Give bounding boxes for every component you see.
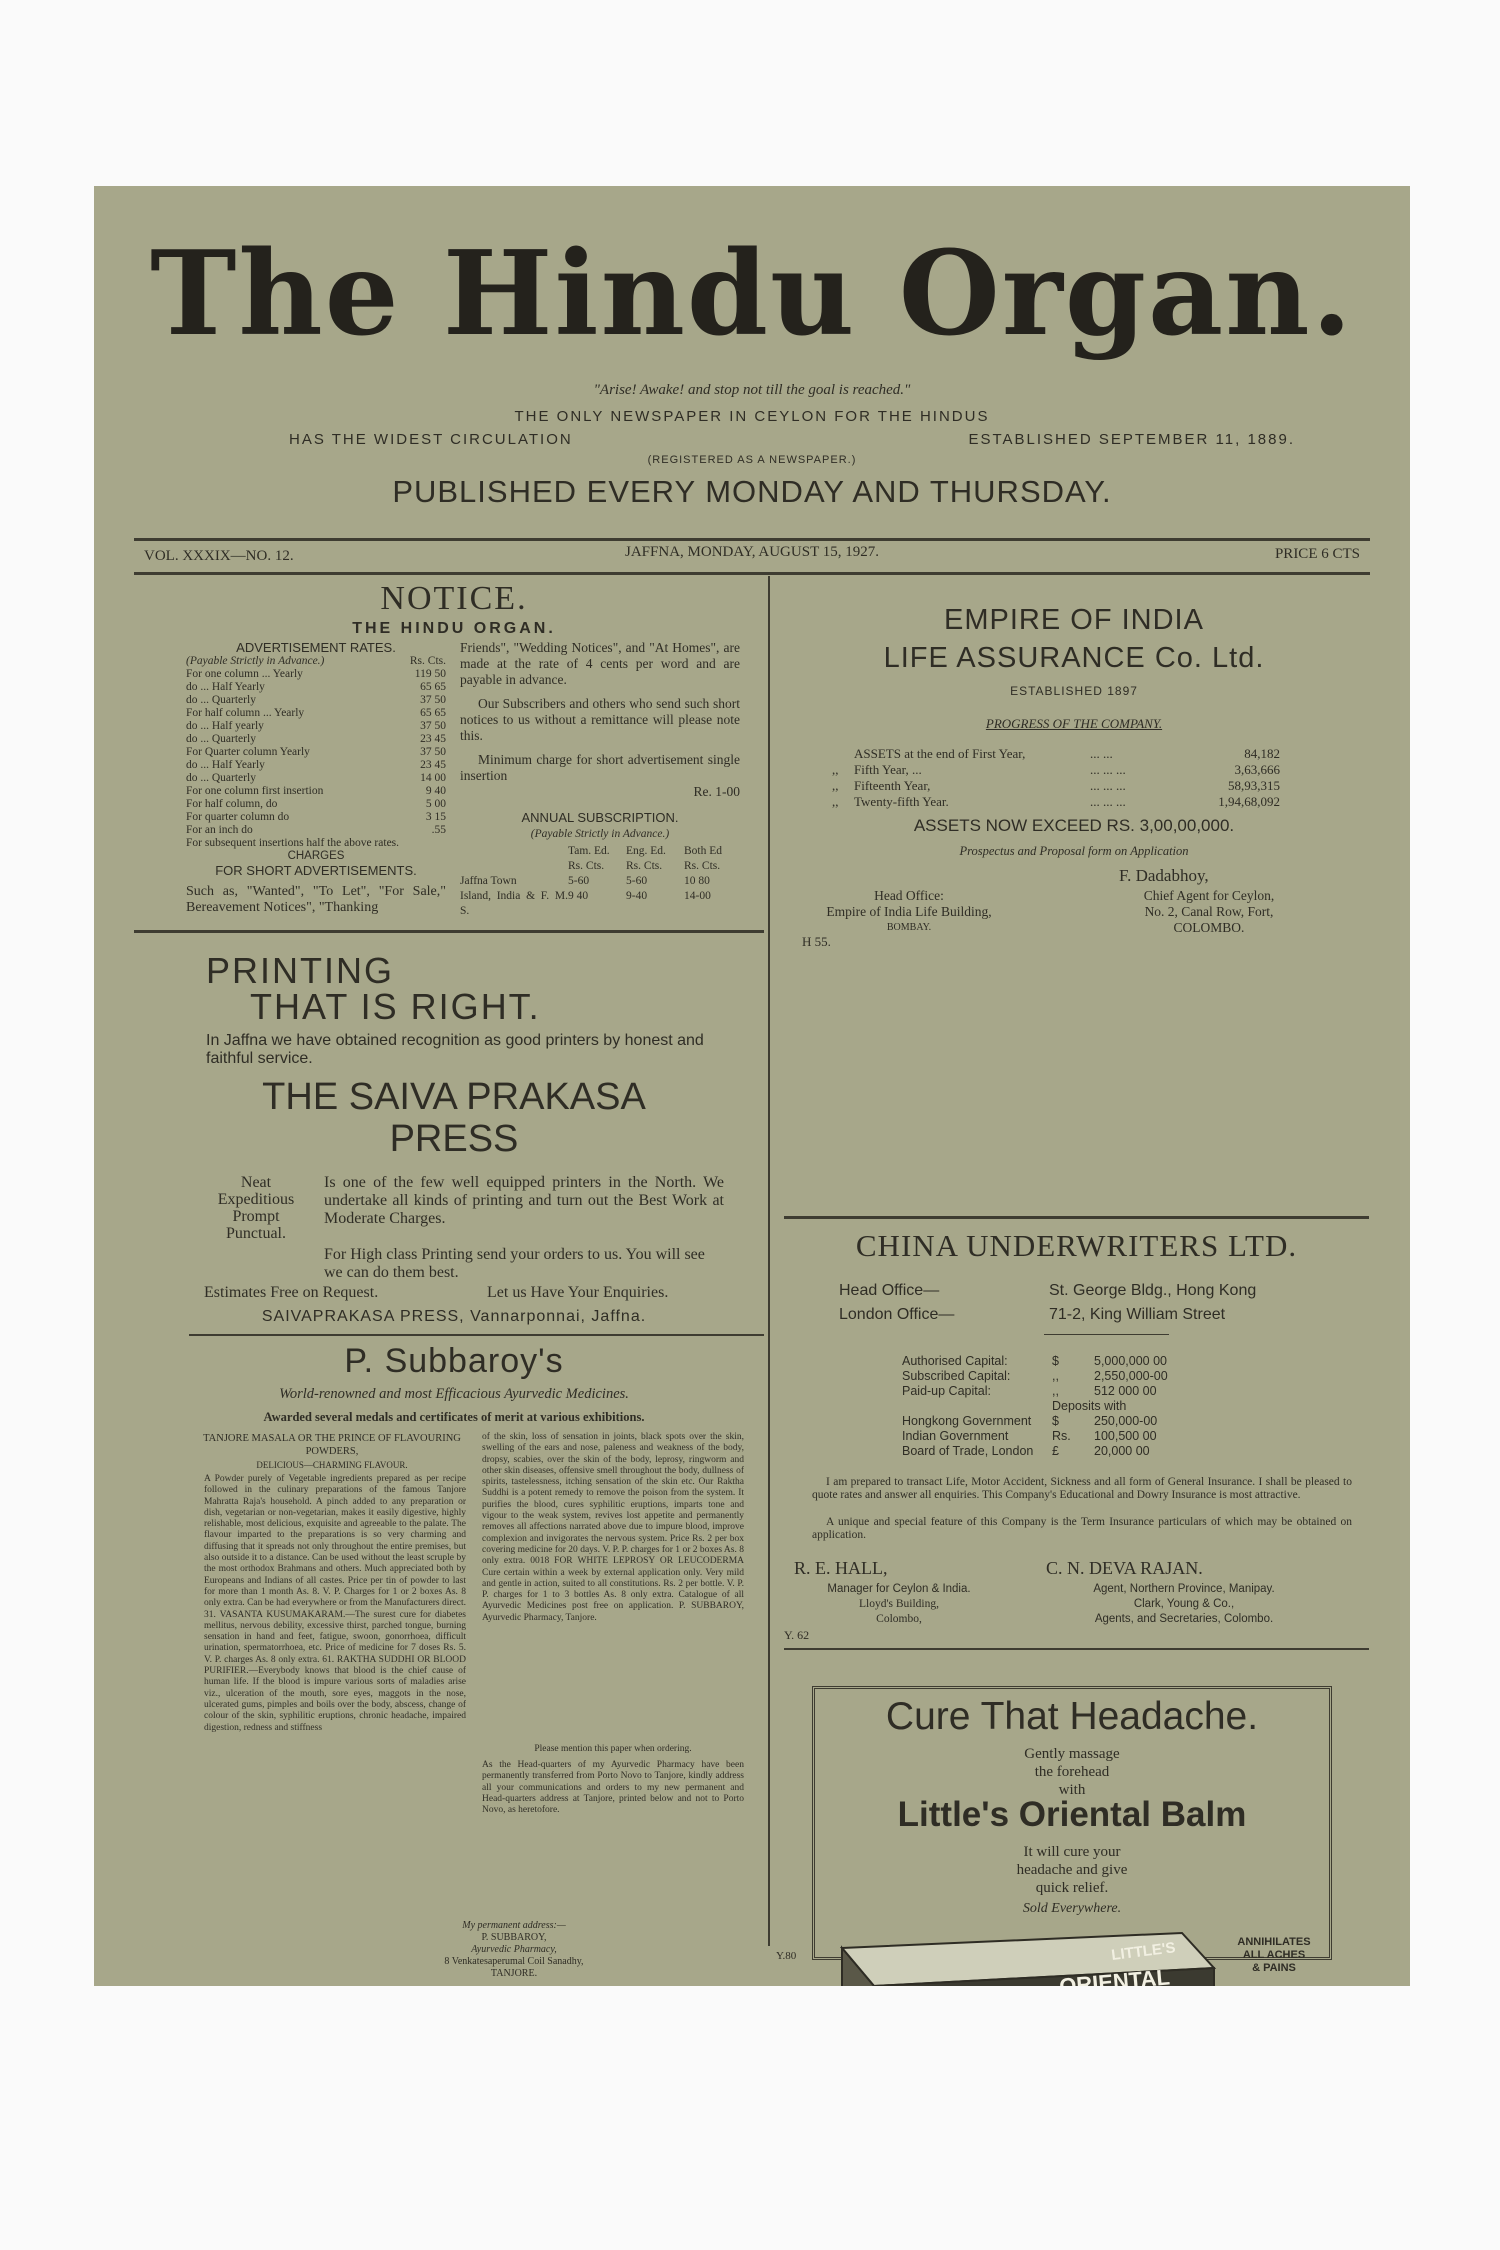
balm-line: It will cure your <box>1023 1844 1121 1860</box>
china-head-label: Head Office— <box>839 1282 940 1299</box>
rate-label: do ... Half Yearly <box>186 759 265 771</box>
china-rule-small <box>1044 1334 1169 1335</box>
newspaper-page <box>94 186 1410 2025</box>
manager-city: Colombo, <box>876 1613 922 1625</box>
rate-label: do ... Quarterly <box>186 694 256 706</box>
table-cell: 10 80 <box>684 875 710 887</box>
subbaroy-address <box>344 1920 684 1980</box>
rate-row <box>186 772 446 785</box>
capital-row <box>902 1354 1204 1369</box>
rates-title: ADVERTISEMENT RATES. <box>236 640 396 655</box>
address-name: P. SUBBAROY, <box>481 1932 547 1943</box>
rate-label: For half column ... Yearly <box>186 707 305 719</box>
column-divider <box>768 576 770 1946</box>
sub-header-cell: Rs. Cts. <box>626 860 663 872</box>
head-office-address: Empire of India Life Building, <box>826 904 992 919</box>
deposit-row <box>902 1429 1204 1444</box>
deposit-row <box>902 1444 1204 1459</box>
agent-title: Chief Agent for Ceylon, <box>1143 888 1275 903</box>
dateline-date: JAFFNA, MONDAY, AUGUST 15, 1927. <box>625 544 879 560</box>
agent-title: Agent, Northern Province, Manipay. <box>1093 1583 1275 1595</box>
ditto-mark: ,, <box>832 794 839 809</box>
asset-value: 58,93,315 <box>1228 778 1280 793</box>
ditto-mark: ,, <box>832 778 839 793</box>
capital-currency: ,, <box>1052 1384 1059 1398</box>
deposits-label: Deposits with <box>1052 1399 1127 1413</box>
table-cell: 5-60 <box>568 875 590 887</box>
rate-label: do ... Half yearly <box>186 720 264 732</box>
subbaroy-product-sub: DELICIOUS—CHARMING FLAVOUR. <box>256 1460 408 1470</box>
ditto-mark: ,, <box>832 762 839 777</box>
table-cell: Jaffna Town <box>460 875 517 887</box>
printing-qualities <box>196 1174 316 1242</box>
notice-right-column <box>460 640 740 919</box>
rate-value: 65 65 <box>420 681 446 693</box>
asset-label: Twenty-fifth Year. <box>854 794 949 809</box>
masthead-registered: (REGISTERED AS A NEWSPAPER.) <box>647 454 857 466</box>
empire-established: ESTABLISHED 1897 <box>1010 684 1138 698</box>
printing-address: SAIVAPRAKASA PRESS, Vannarponnai, Jaffna. <box>261 1308 647 1325</box>
rate-row <box>186 746 446 759</box>
notice-heading: NOTICE. <box>380 580 528 617</box>
table-cell: 9 40 <box>568 890 589 902</box>
rates-unit: Rs. Cts. <box>409 655 446 667</box>
china-capital <box>902 1354 1204 1459</box>
rate-label: do ... Half Yearly <box>186 681 265 693</box>
printing-rule <box>189 1334 764 1336</box>
minimum-charge-value: Re. 1-00 <box>693 784 740 799</box>
agent-city: COLOMBO. <box>1173 920 1245 935</box>
balm-ref: Y.80 <box>776 1950 797 1962</box>
masthead-tagline: THE ONLY NEWSPAPER IN CEYLON FOR THE HINDUS <box>514 408 990 425</box>
capital-label: Authorised Capital: <box>902 1354 1008 1368</box>
dateline-rule-top <box>134 538 1370 541</box>
rate-row <box>186 707 446 720</box>
rate-label: For half column, do <box>186 798 278 810</box>
balm-side-line: ALL ACHES <box>1242 1949 1306 1961</box>
balm-side-line: ANNIHILATES <box>1237 1936 1311 1948</box>
capital-label: Paid-up Capital: <box>902 1384 991 1398</box>
asset-leader: ... ... ... <box>1090 794 1126 809</box>
empire-agent <box>1084 888 1334 936</box>
rate-row <box>186 681 446 694</box>
head-office-label: Head Office: <box>874 888 944 903</box>
empire-agent-name: F. Dadabhoy, <box>1119 866 1209 885</box>
charges-title: CHARGES <box>287 850 345 862</box>
quality-item: Prompt <box>232 1208 280 1225</box>
china-london-label: London Office— <box>839 1306 955 1323</box>
sub-header-cell <box>460 859 568 874</box>
china-ref: Y. 62 <box>784 1628 810 1642</box>
china-manager <box>784 1582 1014 1627</box>
asset-leader: ... ... ... <box>1090 762 1126 777</box>
head-office-city: BOMBAY. <box>886 922 932 933</box>
rate-label: For quarter column do <box>186 811 290 823</box>
agent-firm-detail: Agents, and Secretaries, Colombo. <box>1094 1613 1274 1625</box>
rate-value: 23 45 <box>420 733 446 745</box>
dateline-rule-bottom <box>134 572 1370 575</box>
china-head-value: St. George Bldg., Hong Kong <box>1049 1282 1257 1299</box>
asset-value: 84,182 <box>1244 746 1280 761</box>
subscription-header <box>460 859 740 874</box>
subbaroy-awards: Awarded several medals and certificates of merit at various exhibitions. <box>263 1410 645 1424</box>
deposit-value: 100,500 00 <box>1094 1429 1157 1443</box>
rate-label: For Quarter column Yearly <box>186 746 310 758</box>
quality-item: Punctual. <box>226 1225 286 1242</box>
subbaroy-product: TANJORE MASALA OR THE PRINCE OF FLAVOURING POWDERS, <box>203 1433 461 1457</box>
table-cell: 5-60 <box>626 875 648 887</box>
china-title: CHINA UNDERWRITERS LTD. <box>855 1228 1298 1263</box>
ditto-mark <box>832 746 854 762</box>
china-rule-top <box>784 1216 1369 1219</box>
asset-leader: ... ... ... <box>1090 778 1126 793</box>
capital-label: Subscribed Capital: <box>902 1369 1011 1383</box>
rate-row <box>186 824 446 837</box>
rate-row <box>186 798 446 811</box>
china-manager-name: R. E. HALL, <box>794 1558 888 1578</box>
manager-building: Lloyd's Building, <box>858 1598 940 1610</box>
deposit-label: Board of Trade, London <box>902 1444 1034 1458</box>
asset-value: 3,63,666 <box>1234 762 1280 777</box>
balm-title: Cure That Headache. <box>885 1695 1259 1738</box>
printing-line2: THAT IS RIGHT. <box>250 986 541 1027</box>
sub-header-cell: Both Ed <box>684 845 723 857</box>
capital-value: 512 000 00 <box>1094 1384 1157 1398</box>
empire-subtitle: LIFE ASSURANCE Co. Ltd. <box>883 642 1265 674</box>
deposit-value: 250,000-00 <box>1094 1414 1158 1428</box>
table-cell: Island, India & F. M. S. <box>460 890 568 917</box>
capital-value: 2,550,000-00 <box>1094 1369 1168 1383</box>
balm-side-text <box>1224 1936 1324 1975</box>
balm-box-label2: ORIENTAL <box>1058 1964 1171 1999</box>
table-cell: 9-40 <box>626 890 648 902</box>
notice-right-text: Friends", "Wedding Notices", and "At Homes", are made at the rate of 4 cents per word and are payable in advance. <box>460 640 740 687</box>
balm-side-line: & PAINS <box>1252 1962 1296 1974</box>
asset-value: 1,94,68,092 <box>1218 794 1280 809</box>
sub-header-cell: Rs. Cts. <box>684 860 721 872</box>
rate-value: 119 50 <box>414 668 446 680</box>
masthead-motto: "Arise! Awake! and stop not till the goal is reached." <box>593 382 911 398</box>
annual-note: (Payable Strictly in Advance.) <box>530 828 670 840</box>
subscription-header <box>460 844 740 859</box>
rates-subsequent: For subsequent insertions half the above rates. <box>186 837 400 849</box>
china-rule-bottom <box>784 1648 1369 1650</box>
rate-value: 9 40 <box>425 785 446 797</box>
quality-item: Neat <box>240 1174 272 1191</box>
balm-benefit <box>815 1843 1329 1897</box>
printing-name2: PRESS <box>389 1118 519 1160</box>
rate-value: 14 00 <box>420 772 446 784</box>
rate-value: 37 50 <box>420 720 446 732</box>
rate-row <box>186 733 446 746</box>
balm-line: headache and give <box>1016 1862 1128 1878</box>
notice-rule <box>134 930 764 933</box>
table-row <box>460 874 740 889</box>
balm-line: Gently massage <box>1024 1746 1120 1762</box>
deposit-label: Indian Government <box>902 1429 1009 1443</box>
sub-header-cell <box>460 844 568 859</box>
short-ads-text: Such as, "Wanted", "To Let", "For Sale," Bereavement Notices", "Thanking <box>186 884 446 915</box>
china-para1: I am prepared to transact Life, Motor Accident, Sickness and all form of General Insurance. I shall be pleased to quote rates and answer all enquiries. This Company's Educational and Dowry Insurance is most attractive. <box>812 1476 1352 1501</box>
sub-header-cell: Tam. Ed. <box>568 845 610 857</box>
china-para2: A unique and special feature of this Company is the Term Insurance particulars of which may be obtained on application. <box>812 1516 1352 1541</box>
empire-ref: H 55. <box>802 934 831 949</box>
deposit-value: 20,000 00 <box>1094 1444 1150 1458</box>
capital-currency: ,, <box>1052 1369 1059 1383</box>
rate-label: For one column first insertion <box>186 785 324 797</box>
table-row <box>460 889 740 919</box>
rate-value: .55 <box>431 824 446 836</box>
balm-line: with <box>1058 1782 1086 1798</box>
rate-label: For one column ... Yearly <box>186 668 303 680</box>
asset-label: Fifth Year, ... <box>854 762 922 777</box>
balm-sold: Sold Everywhere. <box>1022 1901 1122 1916</box>
agent-firm: Clark, Young & Co., <box>1133 1598 1235 1610</box>
printing-name1: THE SAIVA PRAKASA <box>262 1076 646 1118</box>
printing-body1: Is one of the few well equipped printers in the North. We undertake all kinds of printing and turn out the Best Work at Moderate Charges. <box>324 1174 724 1227</box>
masthead-circulation: HAS THE WIDEST CIRCULATION <box>289 431 573 448</box>
balm-instructions <box>815 1745 1329 1799</box>
rate-label: do ... Quarterly <box>186 733 256 745</box>
asset-row <box>832 746 1280 762</box>
deposit-currency: Rs. <box>1052 1429 1071 1443</box>
empire-assets <box>832 746 1280 810</box>
subbaroy-column-1: A Powder purely of Vegetable ingredients prepared as per recipe followed in the culinary preparations of the famous Tanjore Mahratta Raja's household. A pinch added to any preparation or dish, vegetarian or non-vegetarian, makes it easily digestive, highly relishable, most delicious, exquisite and agreeable to the palate. The flavour imparted to the preparations is so very charming and diffusing that it spreads not only throughout the entire premises, but also outside it to a distance. Can be used without the least scruple by the most orthodox Brahmans and others. Much appreciated both by Europeans and Indians of all castes. Price per tin of powder to last for more than 1 month As. 8. V. P. Charges for 1 or 2 boxes As. 8 only extra. Can be had everywhere or from the Manufacturers direct. 31. VASANTA KUSUMAKARAM.—The surest cure for diabetes mellitus, nervous debility, excessive thirst, parched tongue, burning sensation in hand and feet, fatigue, swoon, gonorrhoea, difficult urination, spermatorrhoea, etc. Price of medicine for 7 doses Rs. 5. V. P. charges As. 8 only extra. 61. RAKTHA SUDDHI OR BLOOD PURIFIER.—Everybody knows that blood is the chief cause of human life. If the blood is impure various sorts of maladies arise viz., ulceration of the mouth, sore eyes, maggots in the nose, ulcerated gums, pimples and boils over the body, abscess, change of colour of the skin, syphilitic eruptions, chronic headache, impaired digestion, redness and stiffness <box>204 1474 466 1733</box>
table-cell: 14-00 <box>684 890 711 902</box>
dateline-price: PRICE 6 CTS <box>1274 546 1360 562</box>
balm-box-illustration: LITTLE'S ORIENTAL BALM <box>822 1898 1222 1986</box>
china-agent-name: C. N. DEVA RAJAN. <box>1046 1558 1203 1578</box>
short-ads-title: FOR SHORT ADVERTISEMENTS. <box>215 863 417 878</box>
balm-product: Little's Oriental Balm <box>897 1795 1247 1834</box>
subbaroy-column-2: of the skin, loss of sensation in joints, black spots over the skin, swelling of the ears and nose, paleness and weakness of the body, dropsy, scabies, over the skin of the body, leprosy, ringworm and other skin diseases, offensive smell throughout the body, dullness of spirits, tastelessness, itching sensation of the skin etc. Our Raktha Suddhi is a potent remedy to remove the poison from the system. It purifies the blood, cures syphilitic eruptions, imparts tone and vigour to the weak system, revives lost appetite and permanently removes all affections narrated above due to impure blood, improve complexion and invigorates the nervous system. Price Rs. 2 per box covering medicine for 20 days. V. P. P. charges for 1 or 2 boxes As. 8 only extra. 0018 FOR WHITE LEPROSY OR LEUCODERMA Cure certain within a week by external application only. Very mild and gentle in action, suited to all constitutions. Rs. 2 per bottle. V. P. P. charges for 1 to 3 bottles As. 8 only extra. Catalogue of all Ayurvedic Medicines post free on application. P. SUBBAROY, Ayurvedic Pharmacy, Tanjore. <box>482 1432 744 1623</box>
sub-header-cell: Eng. Ed. <box>626 845 666 857</box>
rate-row <box>186 694 446 707</box>
rate-row <box>186 785 446 798</box>
rate-label: do ... Quarterly <box>186 772 256 784</box>
empire-title: EMPIRE OF INDIA <box>944 604 1204 636</box>
china-london-value: 71-2, King William Street <box>1049 1306 1226 1323</box>
printing-body2: For High class Printing send your orders to us. You will see we can do them best. <box>324 1246 705 1281</box>
deposit-currency: $ <box>1052 1414 1059 1428</box>
deposit-row <box>902 1414 1204 1429</box>
rate-value: 37 50 <box>420 746 446 758</box>
asset-label: ASSETS at the end of First Year, <box>854 746 1026 761</box>
address-city: TANJORE. <box>490 1968 538 1979</box>
china-agent <box>1034 1582 1334 1627</box>
subbaroy-notice: As the Head-quarters of my Ayurvedic Pharmacy have been permanently transferred from Porto Novo to Tanjore, kindly address all your communications and orders to my new permanent and Head-quarters address at Tanjore, printed below and not to Porto Novo, as heretofore. <box>482 1760 744 1816</box>
address-firm: Ayurvedic Pharmacy, <box>471 1944 557 1955</box>
empire-progress: PROGRESS OF THE COMPANY. <box>985 716 1163 731</box>
deposit-label: Hongkong Government <box>902 1414 1032 1428</box>
deposit-currency: £ <box>1052 1444 1059 1458</box>
asset-label: Fifteenth Year, <box>854 778 931 793</box>
balm-line: quick relief. <box>1035 1880 1109 1896</box>
advertisement-rates <box>186 640 446 916</box>
annual-title: ANNUAL SUBSCRIPTION. <box>521 810 679 825</box>
dateline-volume: VOL. XXXIX—NO. 12. <box>144 548 294 564</box>
asset-row <box>832 762 1280 778</box>
masthead-published: PUBLISHED EVERY MONDAY AND THURSDAY. <box>392 474 1112 509</box>
empire-exceed: ASSETS NOW EXCEED RS. 3,00,00,000. <box>913 816 1235 835</box>
subbaroy-subtitle: World-renowned and most Efficacious Ayurvedic Medicines. <box>279 1386 629 1402</box>
rate-row <box>186 720 446 733</box>
asset-leader: ... ... <box>1090 746 1113 761</box>
empire-head-office <box>784 888 1034 936</box>
rate-value: 37 50 <box>420 694 446 706</box>
rate-value: 3 15 <box>425 811 446 823</box>
rate-row <box>186 759 446 772</box>
rates-note: (Payable Strictly in Advance.) <box>186 655 325 667</box>
balm-box-label1: LITTLE'S <box>1110 1939 1177 1964</box>
balm-line: the forehead <box>1034 1764 1110 1780</box>
manager-title: Manager for Ceylon & India. <box>827 1583 971 1595</box>
masthead-established: ESTABLISHED SEPTEMBER 11, 1889. <box>968 431 1295 448</box>
capital-currency: $ <box>1052 1354 1059 1368</box>
capital-row <box>902 1369 1204 1384</box>
rate-row <box>186 668 446 681</box>
capital-value: 5,000,000 00 <box>1094 1354 1167 1368</box>
rate-value: 5 00 <box>425 798 446 810</box>
sub-header-cell: Rs. Cts. <box>568 860 605 872</box>
capital-row <box>902 1384 1204 1399</box>
quality-item: Expeditious <box>217 1191 295 1208</box>
rate-label: For an inch do <box>186 824 253 836</box>
printing-enquiries: Let us Have Your Enquiries. <box>487 1284 669 1301</box>
subbaroy-title: P. Subbaroy's <box>344 1342 564 1380</box>
minimum-charge-label: Minimum charge for short advertisement single insertion <box>460 752 740 783</box>
notice-subscribers: Our Subscribers and others who send such short notices to us without a remittance will please note this. <box>460 696 740 743</box>
asset-row <box>832 778 1280 794</box>
agent-address: No. 2, Canal Row, Fort, <box>1144 904 1274 919</box>
empire-prospectus: Prospectus and Proposal form on Application <box>959 844 1189 858</box>
address-street: 8 Venkatesaperumal Coil Sanadhy, <box>444 1956 584 1967</box>
rate-row <box>186 811 446 824</box>
subbaroy-mention: Please mention this paper when ordering. <box>534 1744 692 1754</box>
masthead-title: The Hindu Organ. <box>150 226 1354 362</box>
printing-intro: In Jaffna we have obtained recognition as good printers by honest and faithful service. <box>206 1032 704 1067</box>
printing-estimates: Estimates Free on Request. <box>204 1284 379 1301</box>
notice-subheading: THE HINDU ORGAN. <box>352 620 556 637</box>
rate-value: 65 65 <box>420 707 446 719</box>
asset-row <box>832 794 1280 810</box>
printing-line1: PRINTING <box>206 950 395 991</box>
rate-value: 23 45 <box>420 759 446 771</box>
address-label: My permanent address:— <box>462 1920 566 1931</box>
